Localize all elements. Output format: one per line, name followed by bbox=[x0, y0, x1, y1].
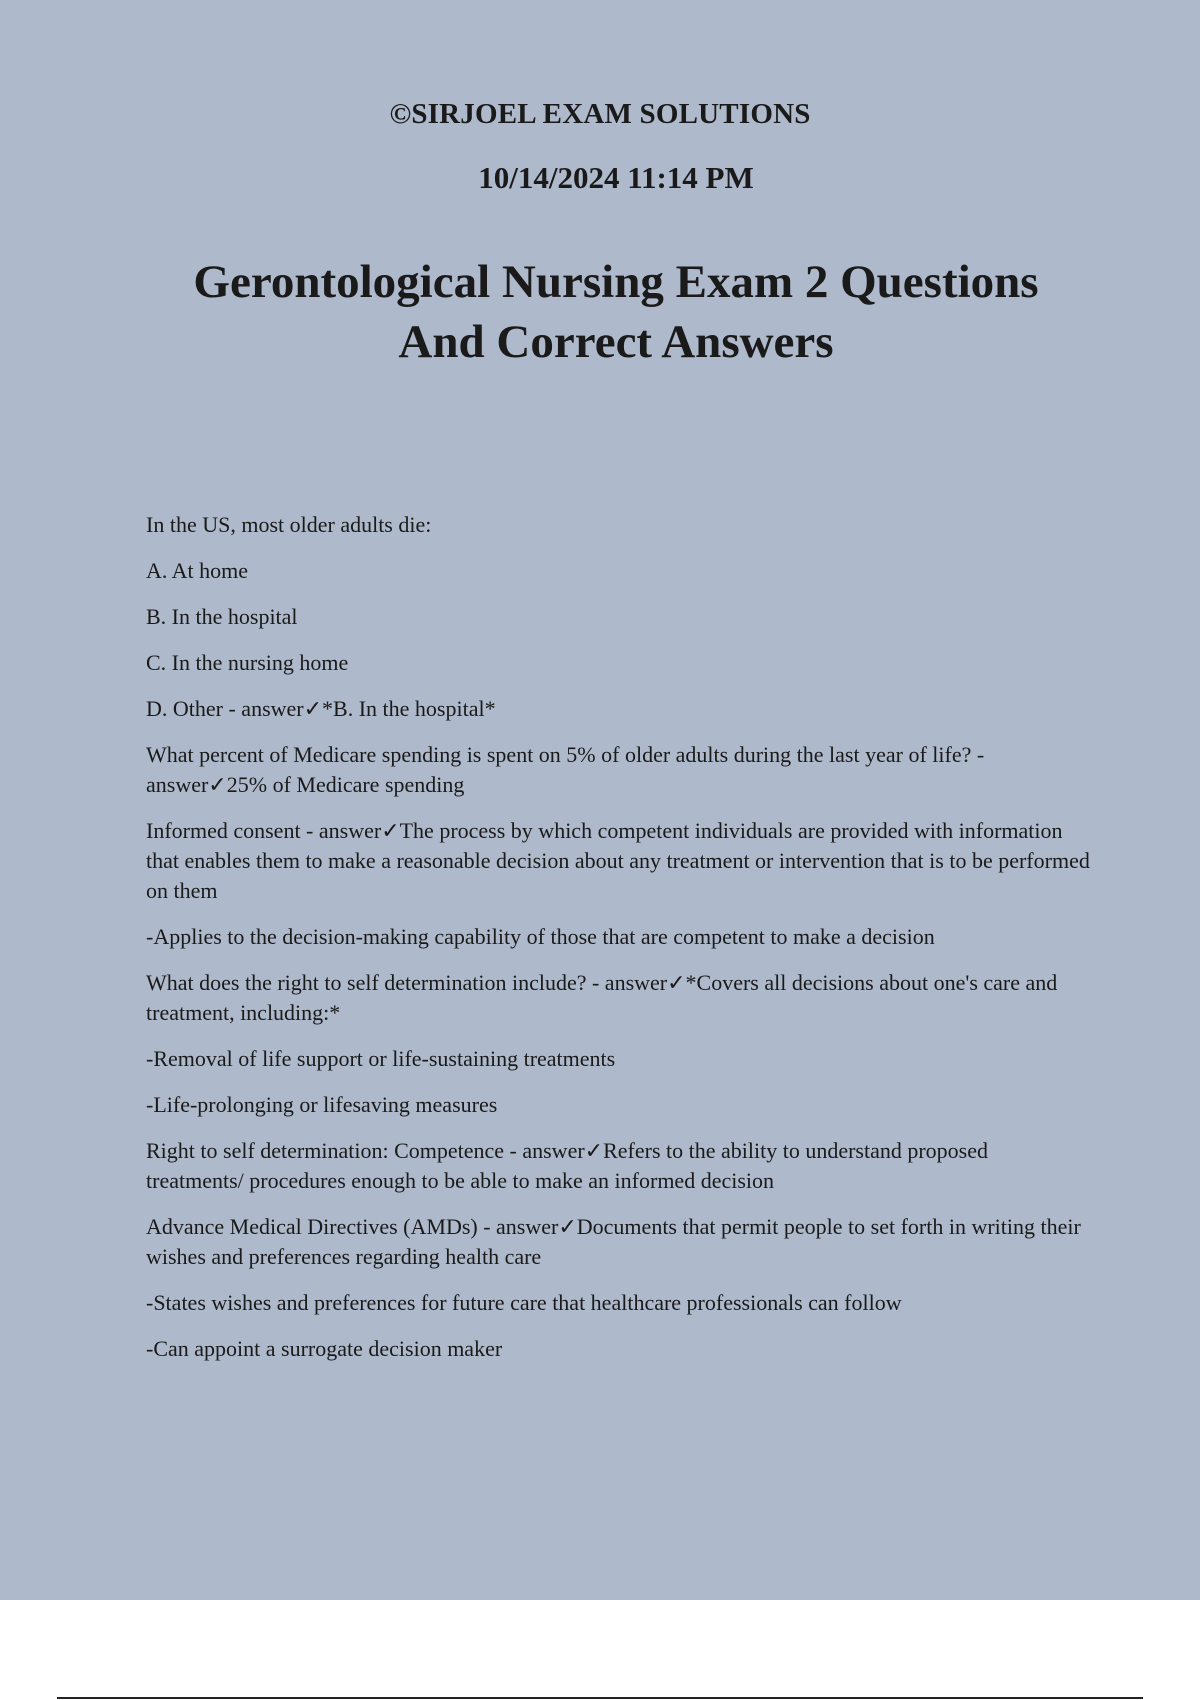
paragraph: A. At home bbox=[146, 558, 249, 583]
paragraph: Informed consent - answer✓The process by which competent individuals are provided with information that enables them to make a reasonable decision about any treatment or intervention that is to be performed on them bbox=[146, 818, 1090, 903]
paragraph: -Applies to the decision-making capability of those that are competent to make a decision bbox=[146, 924, 935, 949]
paragraph: -States wishes and preferences for future care that healthcare professionals can follow bbox=[146, 1290, 902, 1315]
paragraph: -Can appoint a surrogate decision maker bbox=[146, 1336, 503, 1361]
paragraph: What percent of Medicare spending is spent on 5% of older adults during the last year of life? - answer✓25% of Medicare spending bbox=[146, 742, 985, 797]
paragraph: Advance Medical Directives (AMDs) - answer✓Documents that permit people to set forth in writing their wishes and preferences regarding health care bbox=[146, 1214, 1081, 1269]
watermark-header: ©SIRJOEL EXAM SOLUTIONS bbox=[389, 98, 811, 130]
paragraph: What does the right to self determination include? - answer✓*Covers all decisions about one's care and treatment, including:* bbox=[146, 970, 1058, 1025]
paragraph: D. Other - answer✓*B. In the hospital* bbox=[146, 696, 496, 721]
paragraph: C. In the nursing home bbox=[146, 650, 349, 675]
paragraph: -Removal of life support or life-sustaining treatments bbox=[146, 1046, 616, 1071]
paragraph: Right to self determination: Competence - answer✓Refers to the ability to understand proposed treatments/ procedures enough to be able to make an informed decision bbox=[146, 1138, 989, 1193]
timestamp: 10/14/2024 11:14 PM bbox=[478, 160, 754, 195]
document-title: Gerontological Nursing Exam 2 Questions And Correct Answers bbox=[193, 256, 1039, 368]
paragraph: -Life-prolonging or lifesaving measures bbox=[146, 1092, 498, 1117]
paragraph: In the US, most older adults die: bbox=[146, 512, 432, 537]
footer-divider bbox=[57, 1697, 1143, 1699]
paragraph: B. In the hospital bbox=[146, 604, 298, 629]
document-body bbox=[146, 510, 1090, 1380]
